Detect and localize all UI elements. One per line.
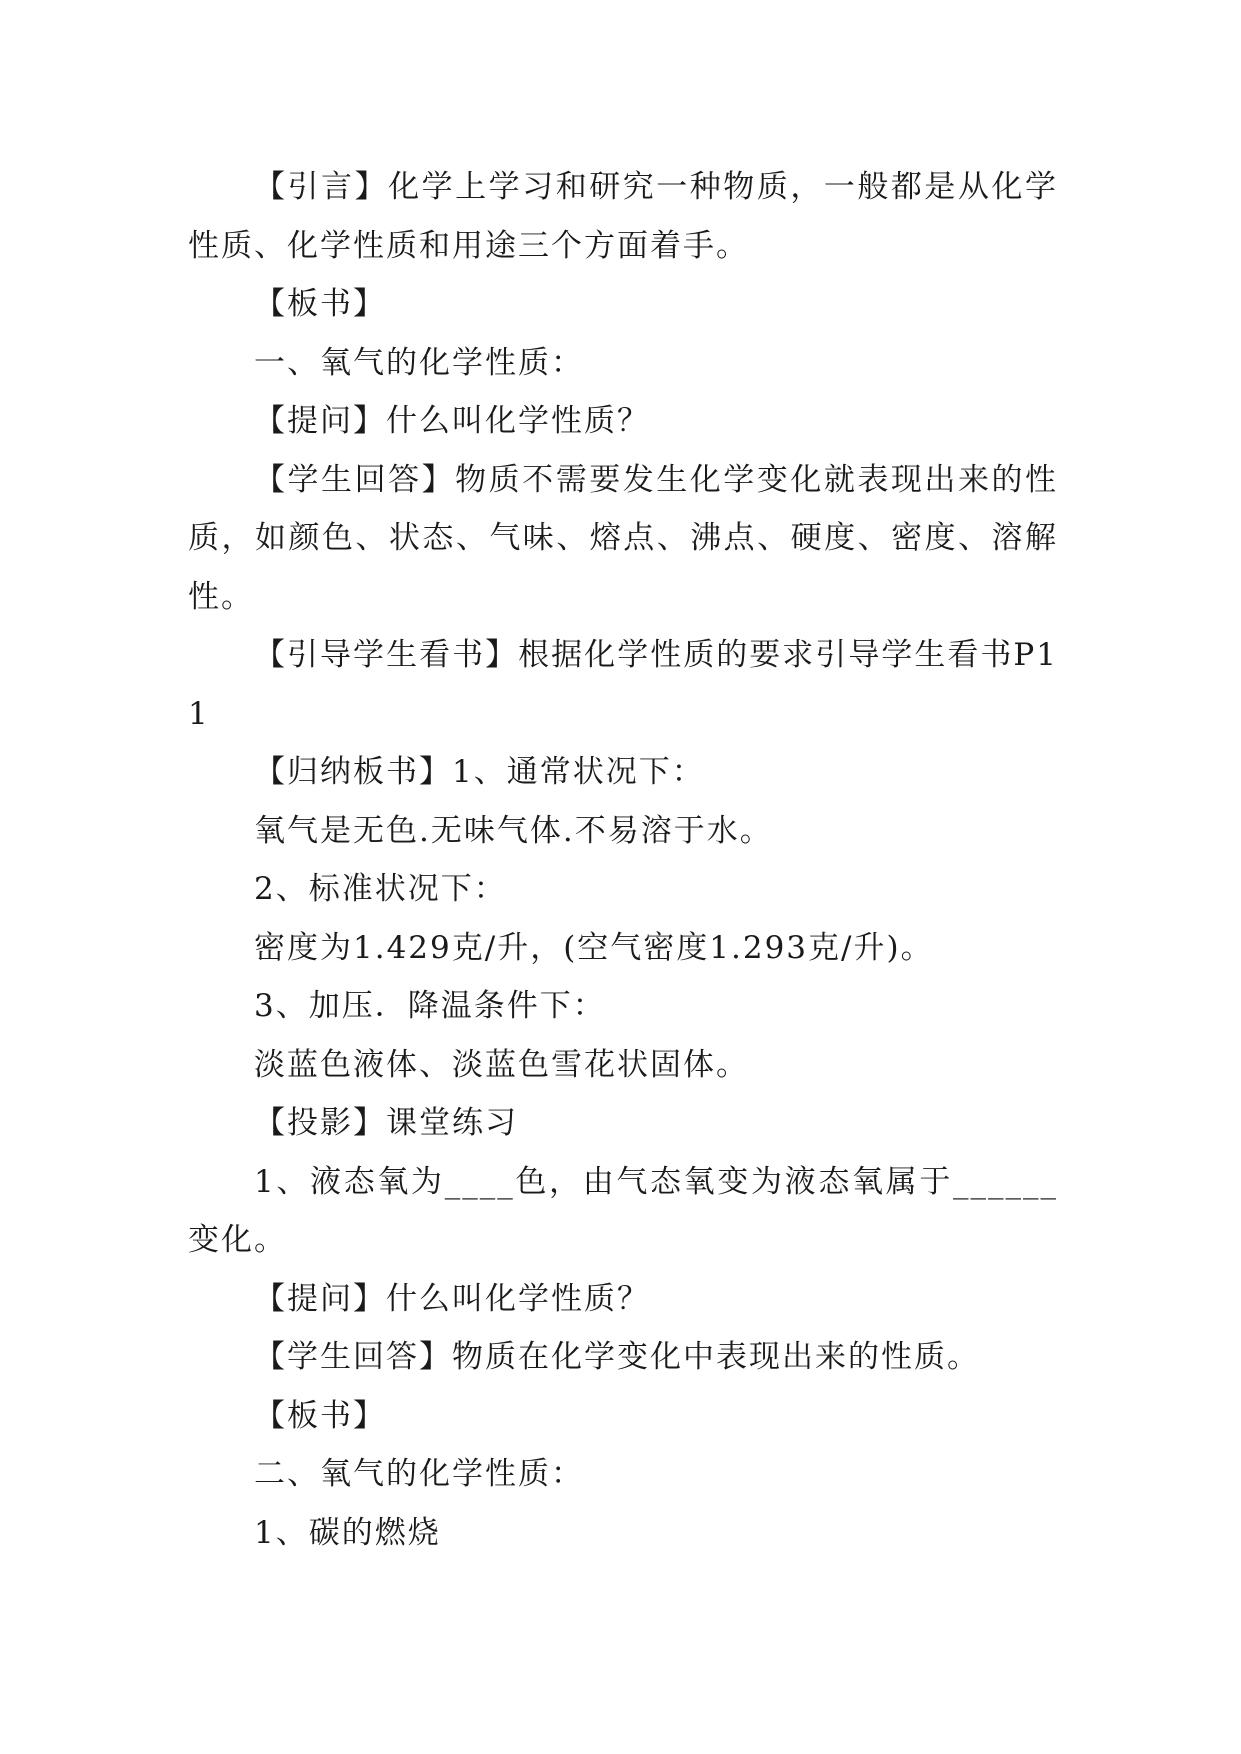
paragraph-projection: 【投影】课堂练习 [254,1105,518,1141]
paragraph-pressure-conditions: 3、加压．降温条件下： [254,988,606,1024]
document-body [188,158,1058,1562]
paragraph-liquid-solid: 淡蓝色液体、淡蓝色雪花状固体。 [254,1046,749,1083]
paragraph-question: 【提问】什么叫化学性质？ [254,403,650,439]
paragraph-board-heading: 【板书】 [254,286,386,322]
paragraph-guide-reading: 【引导学生看书】根据化学性质的要求引导学生看书P11 [188,637,1058,732]
paragraph-density: 密度为1.429克/升，(空气密度1.293克/升)。 [254,929,934,966]
paragraph-question-2: 【提问】什么叫化学性质？ [254,1280,650,1317]
paragraph-standard-conditions: 2、标准状况下： [254,871,507,907]
paragraph-section-one: 一、氧气的化学性质： [254,344,584,381]
paragraph-student-answer-2: 【学生回答】物质在化学变化中表现出来的性质。 [254,1339,980,1375]
paragraph-board-heading-2: 【板书】 [254,1397,386,1434]
paragraph-introduction: 【引言】化学上学习和研究一种物质，一般都是从化学性质、化学性质和用途三个方面着手。 [188,169,1058,264]
paragraph-carbon-burning: 1、碳的燃烧 [254,1514,441,1551]
paragraph-student-answer: 【学生回答】物质不需要发生化学变化就表现出来的性质，如颜色、状态、气味、熔点、沸点、硬度、密度、溶解性。 [188,461,1058,615]
paragraph-property-1: 氧气是无色.无味气体.不易溶于水。 [254,812,773,849]
paragraph-exercise: 1、液态氧为____色，由气态氧变为液态氧属于______变化。 [188,1163,1058,1258]
paragraph-summary-board: 【归纳板书】1、通常状况下： [254,754,705,790]
paragraph-section-two: 二、氧气的化学性质： [254,1456,584,1492]
